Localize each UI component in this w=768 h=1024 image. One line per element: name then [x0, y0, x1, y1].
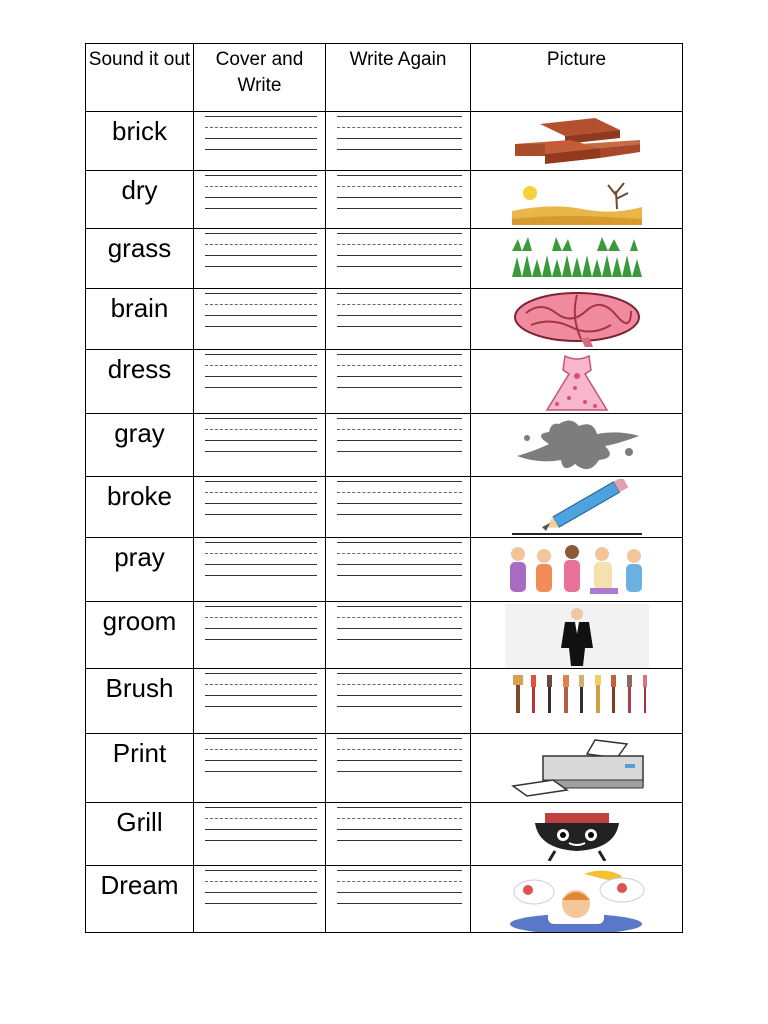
word-cell: broke: [86, 477, 194, 538]
grill-icon: [471, 805, 682, 861]
writing-guide-lines: [205, 116, 317, 160]
writing-guide-lines: [205, 418, 317, 462]
writing-guide-lines: [205, 870, 317, 914]
writing-guide-lines: [337, 738, 462, 782]
write-again-cell[interactable]: [326, 414, 471, 477]
table-row: [86, 229, 683, 289]
writing-guide-lines: [205, 233, 317, 277]
paint-brushes-icon: [471, 671, 682, 717]
cover-and-write-cell[interactable]: [194, 803, 326, 866]
gray-splat-icon: [471, 416, 682, 476]
word-cell: Grill: [86, 803, 194, 866]
picture-cell: [471, 477, 683, 538]
writing-guide-lines: [205, 175, 317, 219]
table-row: [86, 803, 683, 866]
dress-icon: [471, 352, 682, 412]
writing-guide-lines: [337, 293, 462, 337]
groom-icon: [471, 604, 682, 668]
picture-cell: [471, 112, 683, 171]
writing-guide-lines: [337, 606, 462, 650]
writing-guide-lines: [337, 542, 462, 586]
picture-cell: [471, 669, 683, 734]
write-again-cell[interactable]: [326, 803, 471, 866]
header-picture: Picture: [471, 44, 683, 112]
table-row: [86, 171, 683, 229]
writing-guide-lines: [205, 542, 317, 586]
praying-people-icon: [471, 540, 682, 600]
picture-cell: [471, 414, 683, 477]
word-cell: grass: [86, 229, 194, 289]
table-row: [86, 866, 683, 933]
write-again-cell[interactable]: [326, 669, 471, 734]
table-row: [86, 669, 683, 734]
writing-guide-lines: [337, 481, 462, 525]
word-cell: brain: [86, 289, 194, 350]
writing-guide-lines: [205, 738, 317, 782]
bricks-icon: [471, 114, 682, 168]
writing-guide-lines: [205, 606, 317, 650]
writing-guide-lines: [337, 870, 462, 914]
cover-and-write-cell[interactable]: [194, 289, 326, 350]
broken-pencil-icon: [471, 479, 682, 535]
header-sound-it-out: Sound it out: [86, 44, 194, 112]
table-row: [86, 350, 683, 414]
cover-and-write-cell[interactable]: [194, 538, 326, 602]
dreaming-child-icon: [471, 868, 682, 932]
write-again-cell[interactable]: [326, 866, 471, 933]
word-cell: Print: [86, 734, 194, 803]
writing-guide-lines: [337, 418, 462, 462]
cover-and-write-cell[interactable]: [194, 477, 326, 538]
picture-cell: [471, 171, 683, 229]
printer-icon: [471, 736, 682, 798]
header-cover-and-write: Cover and Write: [194, 44, 326, 112]
worksheet-table: [85, 43, 683, 933]
cover-and-write-cell[interactable]: [194, 414, 326, 477]
brain-icon: [471, 291, 682, 347]
picture-cell: [471, 734, 683, 803]
cover-and-write-cell[interactable]: [194, 734, 326, 803]
writing-guide-lines: [205, 354, 317, 398]
cover-and-write-cell[interactable]: [194, 171, 326, 229]
word-cell: pray: [86, 538, 194, 602]
word-cell: brick: [86, 112, 194, 171]
writing-guide-lines: [337, 673, 462, 717]
picture-cell: [471, 229, 683, 289]
cover-and-write-cell[interactable]: [194, 229, 326, 289]
table-row: [86, 414, 683, 477]
picture-cell: [471, 866, 683, 933]
write-again-cell[interactable]: [326, 289, 471, 350]
writing-guide-lines: [337, 116, 462, 160]
cover-and-write-cell[interactable]: [194, 602, 326, 669]
write-again-cell[interactable]: [326, 229, 471, 289]
writing-guide-lines: [205, 807, 317, 851]
dry-desert-icon: [471, 173, 682, 225]
table-row: [86, 734, 683, 803]
writing-guide-lines: [337, 807, 462, 851]
writing-guide-lines: [205, 673, 317, 717]
write-again-cell[interactable]: [326, 477, 471, 538]
table-row: [86, 602, 683, 669]
word-cell: groom: [86, 602, 194, 669]
word-cell: gray: [86, 414, 194, 477]
write-again-cell[interactable]: [326, 171, 471, 229]
writing-guide-lines: [337, 354, 462, 398]
picture-cell: [471, 803, 683, 866]
write-again-cell[interactable]: [326, 538, 471, 602]
write-again-cell[interactable]: [326, 602, 471, 669]
word-cell: dry: [86, 171, 194, 229]
picture-cell: [471, 289, 683, 350]
word-cell: dress: [86, 350, 194, 414]
picture-cell: [471, 538, 683, 602]
picture-cell: [471, 350, 683, 414]
picture-cell: [471, 602, 683, 669]
cover-and-write-cell[interactable]: [194, 866, 326, 933]
write-again-cell[interactable]: [326, 112, 471, 171]
cover-and-write-cell[interactable]: [194, 350, 326, 414]
writing-guide-lines: [205, 293, 317, 337]
writing-guide-lines: [205, 481, 317, 525]
writing-guide-lines: [337, 233, 462, 277]
cover-and-write-cell[interactable]: [194, 112, 326, 171]
header-row: [86, 44, 683, 112]
word-cell: Dream: [86, 866, 194, 933]
table-row: [86, 112, 683, 171]
table-row: [86, 538, 683, 602]
write-again-cell[interactable]: [326, 350, 471, 414]
table-row: [86, 289, 683, 350]
word-cell: Brush: [86, 669, 194, 734]
cover-and-write-cell[interactable]: [194, 669, 326, 734]
writing-guide-lines: [337, 175, 462, 219]
write-again-cell[interactable]: [326, 734, 471, 803]
table-row: [86, 477, 683, 538]
header-write-again: Write Again: [326, 44, 471, 112]
grass-icon: [471, 231, 682, 279]
